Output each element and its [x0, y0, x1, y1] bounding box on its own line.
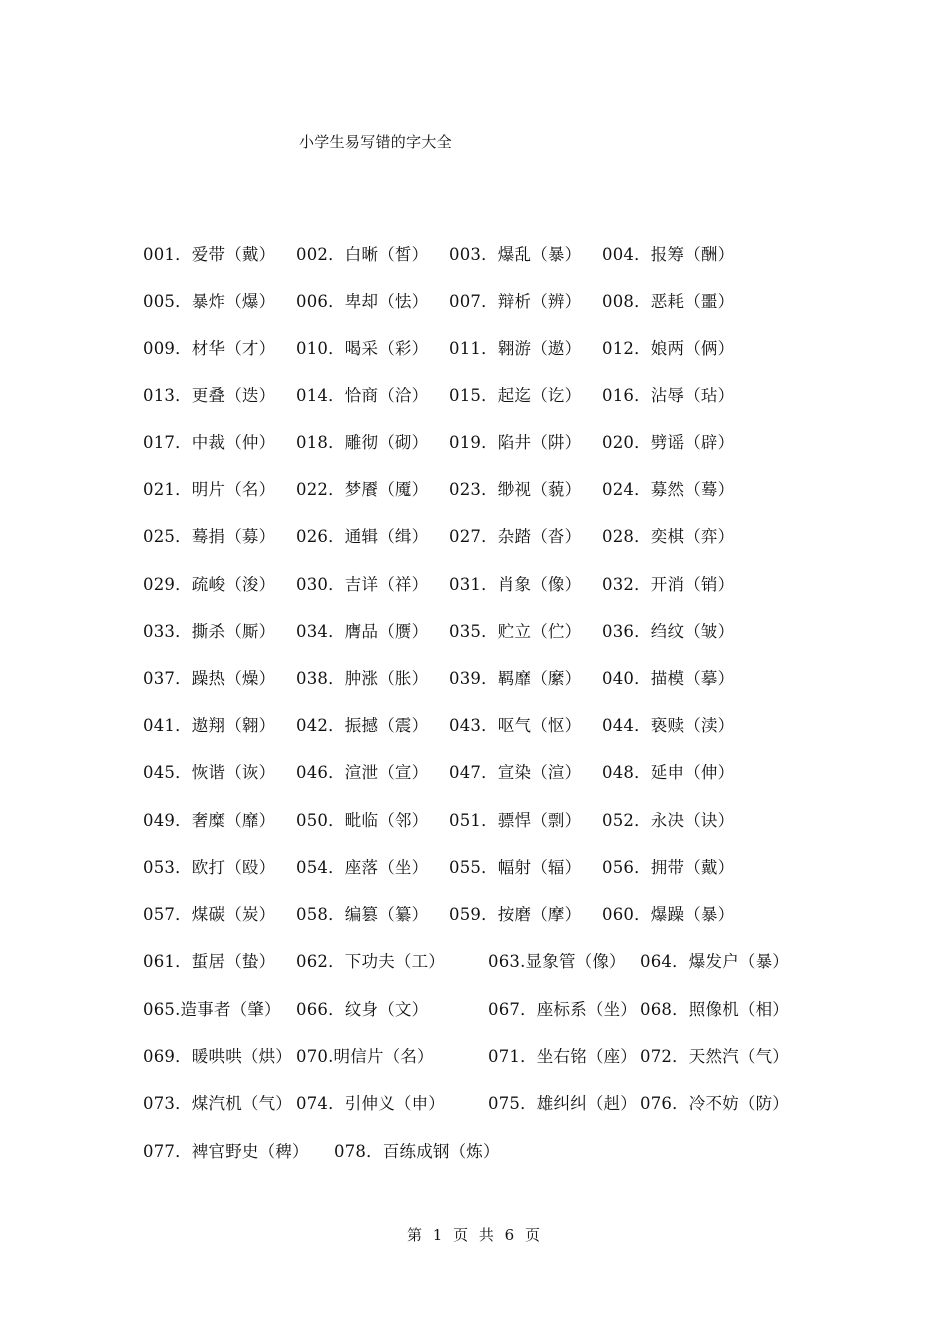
word-entry: 026．通辑（缉）: [296, 527, 429, 546]
word-entry: 046．渲泄（宣）: [296, 763, 429, 782]
page-footer: 第 1 页 共 6 页: [407, 1226, 543, 1244]
word-entry: 070.明信片（名）: [296, 1047, 434, 1066]
word-entry: 050．毗临（邻）: [296, 811, 429, 830]
word-entry: 015．起迄（讫）: [449, 386, 582, 405]
word-entry: 017．中裁（仲）: [143, 433, 276, 452]
word-entry: 035．贮立（伫）: [449, 622, 582, 641]
word-row: [0, 806, 950, 836]
word-entry: 071．坐右铭（座）: [488, 1047, 637, 1066]
word-entry: 036．绉纹（皱）: [602, 622, 735, 641]
word-entry: 032．开消（销）: [602, 575, 735, 594]
word-entry: 010．喝采（彩）: [296, 339, 429, 358]
word-entry: 028．奕棋（弈）: [602, 527, 735, 546]
word-entry: 068．照像机（相）: [640, 1000, 789, 1019]
word-entry: 074．引伸义（申）: [296, 1094, 445, 1113]
word-entry: 067．座标系（坐）: [488, 1000, 637, 1019]
word-entry: 059．按磨（摩）: [449, 905, 582, 924]
word-entry: 001．爱带（戴）: [143, 245, 276, 264]
word-entry: 005．暴炸（爆）: [143, 292, 276, 311]
word-entry: 047．宣染（渲）: [449, 763, 582, 782]
word-entry: 011．翱游（遨）: [449, 339, 582, 358]
word-row: [0, 995, 950, 1025]
word-row: [0, 853, 950, 883]
word-row: [0, 381, 950, 411]
word-row: [0, 334, 950, 364]
word-entry: 077．裨官野史（稗）: [143, 1142, 309, 1161]
word-entry: 065.造事者（肇）: [143, 1000, 281, 1019]
word-entry: 033．撕杀（厮）: [143, 622, 276, 641]
word-entry: 003．爆乱（暴）: [449, 245, 582, 264]
word-row: [0, 711, 950, 741]
word-entry: 018．雕彻（砌）: [296, 433, 429, 452]
word-entry: 055．幅射（辐）: [449, 858, 582, 877]
word-entry: 066．纹身（文）: [296, 1000, 429, 1019]
word-entry: 054．座落（坐）: [296, 858, 429, 877]
word-entry: 060．爆躁（暴）: [602, 905, 735, 924]
word-entry: 027．杂踏（沓）: [449, 527, 582, 546]
word-entry: 042．振撼（震）: [296, 716, 429, 735]
word-entry: 078．百练成钢（炼）: [334, 1142, 500, 1161]
word-row: [0, 617, 950, 647]
word-entry: 006．卑却（怯）: [296, 292, 429, 311]
word-entry: 043．呕气（怄）: [449, 716, 582, 735]
word-entry: 040．描模（摹）: [602, 669, 735, 688]
word-entry: 016．沾辱（玷）: [602, 386, 735, 405]
word-entry: 004．报筹（酬）: [602, 245, 735, 264]
word-row: [0, 1089, 950, 1119]
word-entry: 012．娘两（俩）: [602, 339, 735, 358]
word-entry: 048．延申（伸）: [602, 763, 735, 782]
word-entry: 025．蓦捐（募）: [143, 527, 276, 546]
word-entry: 062．下功夫（工）: [296, 952, 445, 971]
word-entry: 058．编篡（纂）: [296, 905, 429, 924]
word-entry: 008．恶耗（噩）: [602, 292, 735, 311]
word-entry: 029．疏峻（浚）: [143, 575, 276, 594]
word-row: [0, 1137, 950, 1167]
word-row: [0, 475, 950, 505]
word-entry: 002．白晰（皙）: [296, 245, 429, 264]
word-row: [0, 758, 950, 788]
word-entry: 063.显象管（像）: [488, 952, 626, 971]
word-row: [0, 522, 950, 552]
word-entry: 045．恢谐（诙）: [143, 763, 276, 782]
word-row: [0, 664, 950, 694]
word-entry: 076．冷不妨（防）: [640, 1094, 789, 1113]
word-entry: 020．劈谣（辟）: [602, 433, 735, 452]
word-entry: 022．梦餍（魇）: [296, 480, 429, 499]
word-entry: 009．材华（才）: [143, 339, 276, 358]
word-entry: 075．雄纠纠（赳）: [488, 1094, 637, 1113]
word-entry: 044．亵赎（渎）: [602, 716, 735, 735]
word-entry: 053．欧打（殴）: [143, 858, 276, 877]
word-entry: 034．膺品（赝）: [296, 622, 429, 641]
word-entry: 073．煤汽机（气）: [143, 1094, 292, 1113]
word-entry: 007．辩析（辨）: [449, 292, 582, 311]
word-entry: 021．明片（名）: [143, 480, 276, 499]
word-entry: 014．恰商（洽）: [296, 386, 429, 405]
word-entry: 013．更叠（迭）: [143, 386, 276, 405]
word-row: [0, 1042, 950, 1072]
word-row: [0, 900, 950, 930]
document-title: 小学生易写错的字大全: [299, 133, 453, 151]
word-entry: 041．遨翔（翱）: [143, 716, 276, 735]
word-entry: 051．骠悍（剽）: [449, 811, 582, 830]
word-entry: 069．暖哄哄（烘）: [143, 1047, 292, 1066]
word-entry: 039．羁靡（縻）: [449, 669, 582, 688]
word-entry: 064．爆发户（暴）: [640, 952, 789, 971]
word-entry: 052．永决（诀）: [602, 811, 735, 830]
word-row: [0, 240, 950, 270]
word-entry: 037．躁热（燥）: [143, 669, 276, 688]
word-entry: 038．肿涨（胀）: [296, 669, 429, 688]
word-entry: 056．拥带（戴）: [602, 858, 735, 877]
word-entry: 019．陷井（阱）: [449, 433, 582, 452]
word-row: [0, 287, 950, 317]
word-entry: 031．肖象（像）: [449, 575, 582, 594]
word-entry: 024．募然（蓦）: [602, 480, 735, 499]
word-entry: 049．奢糜（靡）: [143, 811, 276, 830]
word-entry: 030．吉详（祥）: [296, 575, 429, 594]
word-entry: 072．天然汽（气）: [640, 1047, 789, 1066]
word-entry: 023．缈视（藐）: [449, 480, 582, 499]
word-entry: 057．煤碳（炭）: [143, 905, 276, 924]
word-row: [0, 428, 950, 458]
word-entry: 061．蜇居（蛰）: [143, 952, 276, 971]
word-row: [0, 570, 950, 600]
word-row: [0, 947, 950, 977]
